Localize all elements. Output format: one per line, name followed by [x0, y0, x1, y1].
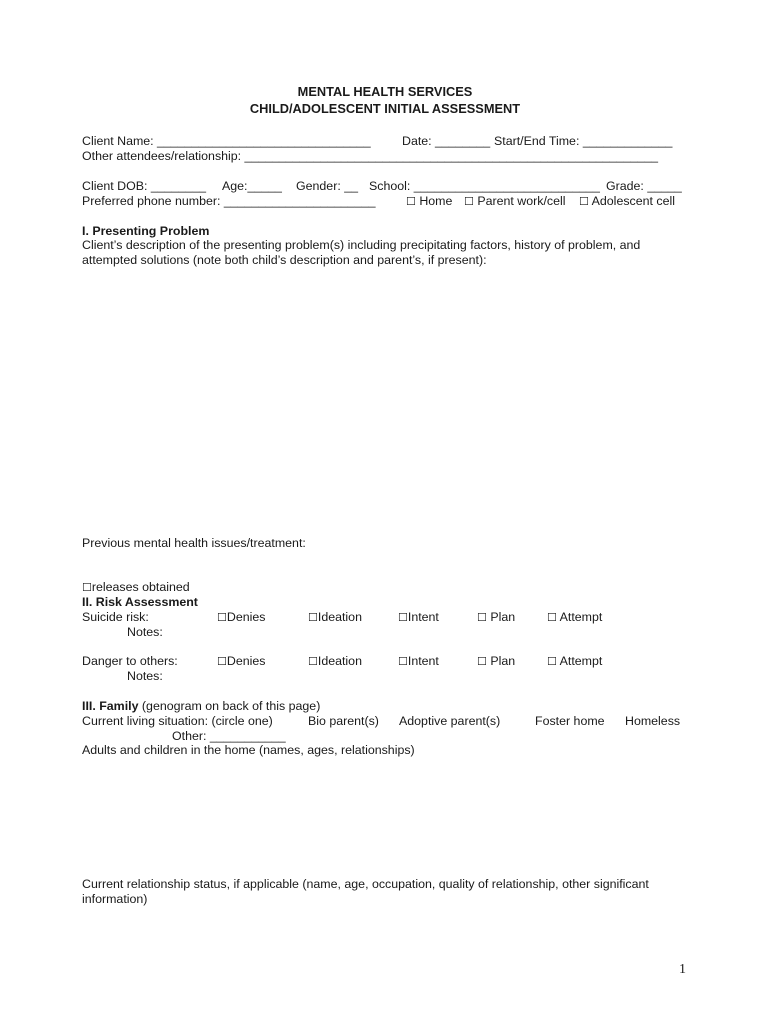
- danger-option-plan[interactable]: ☐ Plan: [477, 654, 516, 668]
- client-name-field[interactable]: Client Name: _______________________________: [82, 134, 371, 148]
- phone-option-home[interactable]: ☐ Home: [406, 194, 453, 208]
- phone-number-field[interactable]: Preferred phone number: ______________________: [82, 194, 376, 208]
- living-option-bio-parents[interactable]: Bio parent(s): [308, 714, 379, 728]
- checkbox[interactable]: ☐: [398, 656, 408, 668]
- checkbox[interactable]: ☐: [547, 612, 557, 624]
- danger-option-ideation[interactable]: ☐Ideation: [308, 654, 362, 668]
- releases-obtained-option[interactable]: ☐releases obtained: [82, 580, 190, 594]
- other-attendees-field[interactable]: Other attendees/relationship: ____________________________________________________________: [82, 149, 659, 163]
- family-heading-line: [82, 699, 320, 714]
- checkbox[interactable]: ☐: [82, 582, 92, 594]
- presenting-problem-heading: I. Presenting Problem: [82, 224, 210, 238]
- living-option-adoptive-parents[interactable]: Adoptive parent(s): [399, 714, 501, 728]
- danger-notes-label: Notes:: [127, 669, 163, 683]
- checkbox[interactable]: ☐: [308, 656, 318, 668]
- suicide-risk-label: Suicide risk:: [82, 610, 149, 624]
- start-end-time-field[interactable]: Start/End Time: _____________: [494, 134, 673, 148]
- relationship-status-label-2: information): [82, 892, 148, 906]
- suicide-option-denies[interactable]: ☐Denies: [217, 610, 266, 624]
- form-title-1: MENTAL HEALTH SERVICES: [297, 84, 473, 99]
- adults-children-label: Adults and children in the home (names, ages, relationships): [82, 743, 415, 757]
- danger-option-denies[interactable]: ☐Denies: [217, 654, 266, 668]
- checkbox[interactable]: ☐: [464, 196, 474, 208]
- gender-field[interactable]: Gender: __: [296, 179, 358, 193]
- presenting-problem-desc-1: Client’s description of the presenting problem(s) including precipitating factors, history of problem, and: [82, 238, 641, 252]
- checkbox[interactable]: ☐: [217, 612, 227, 624]
- checkbox[interactable]: ☐: [217, 656, 227, 668]
- living-other-field[interactable]: Other: ___________: [172, 729, 286, 743]
- danger-to-others-label: Danger to others:: [82, 654, 178, 668]
- relationship-status-label-1: Current relationship status, if applicable (name, age, occupation, quality of relationship, other significant: [82, 877, 649, 891]
- form-title-2: CHILD/ADOLESCENT INITIAL ASSESSMENT: [249, 101, 521, 116]
- checkbox[interactable]: ☐: [477, 612, 487, 624]
- presenting-problem-desc-2: attempted solutions (note both child’s description and parent’s, if present):: [82, 253, 487, 267]
- checkbox[interactable]: ☐: [308, 612, 318, 624]
- family-heading: III. Family: [82, 699, 139, 713]
- suicide-option-attempt[interactable]: ☐ Attempt: [547, 610, 603, 624]
- previous-treatment-label: Previous mental health issues/treatment:: [82, 536, 306, 550]
- grade-field[interactable]: Grade: _____: [606, 179, 682, 193]
- danger-option-intent[interactable]: ☐Intent: [398, 654, 439, 668]
- suicide-option-plan[interactable]: ☐ Plan: [477, 610, 516, 624]
- risk-assessment-heading: II. Risk Assessment: [82, 595, 198, 609]
- living-option-foster-home[interactable]: Foster home: [535, 714, 605, 728]
- checkbox[interactable]: ☐: [406, 196, 416, 208]
- living-situation-label: Current living situation: (circle one): [82, 714, 273, 728]
- family-heading-note: (genogram on back of this page): [141, 699, 321, 713]
- danger-option-attempt[interactable]: ☐ Attempt: [547, 654, 603, 668]
- school-field[interactable]: School: ___________________________: [369, 179, 600, 193]
- phone-option-adolescent[interactable]: ☐ Adolescent cell: [579, 194, 675, 208]
- page-number: 1: [679, 962, 686, 977]
- suicide-notes-label: Notes:: [127, 625, 163, 639]
- checkbox[interactable]: ☐: [477, 656, 487, 668]
- checkbox[interactable]: ☐: [579, 196, 589, 208]
- checkbox[interactable]: ☐: [547, 656, 557, 668]
- suicide-option-intent[interactable]: ☐Intent: [398, 610, 439, 624]
- living-option-homeless[interactable]: Homeless: [625, 714, 681, 728]
- phone-option-parent[interactable]: ☐ Parent work/cell: [464, 194, 566, 208]
- client-dob-field[interactable]: Client DOB: ________: [82, 179, 206, 193]
- checkbox[interactable]: ☐: [398, 612, 408, 624]
- date-field[interactable]: Date: ________: [402, 134, 491, 148]
- age-field[interactable]: Age:_____: [222, 179, 282, 193]
- suicide-option-ideation[interactable]: ☐Ideation: [308, 610, 362, 624]
